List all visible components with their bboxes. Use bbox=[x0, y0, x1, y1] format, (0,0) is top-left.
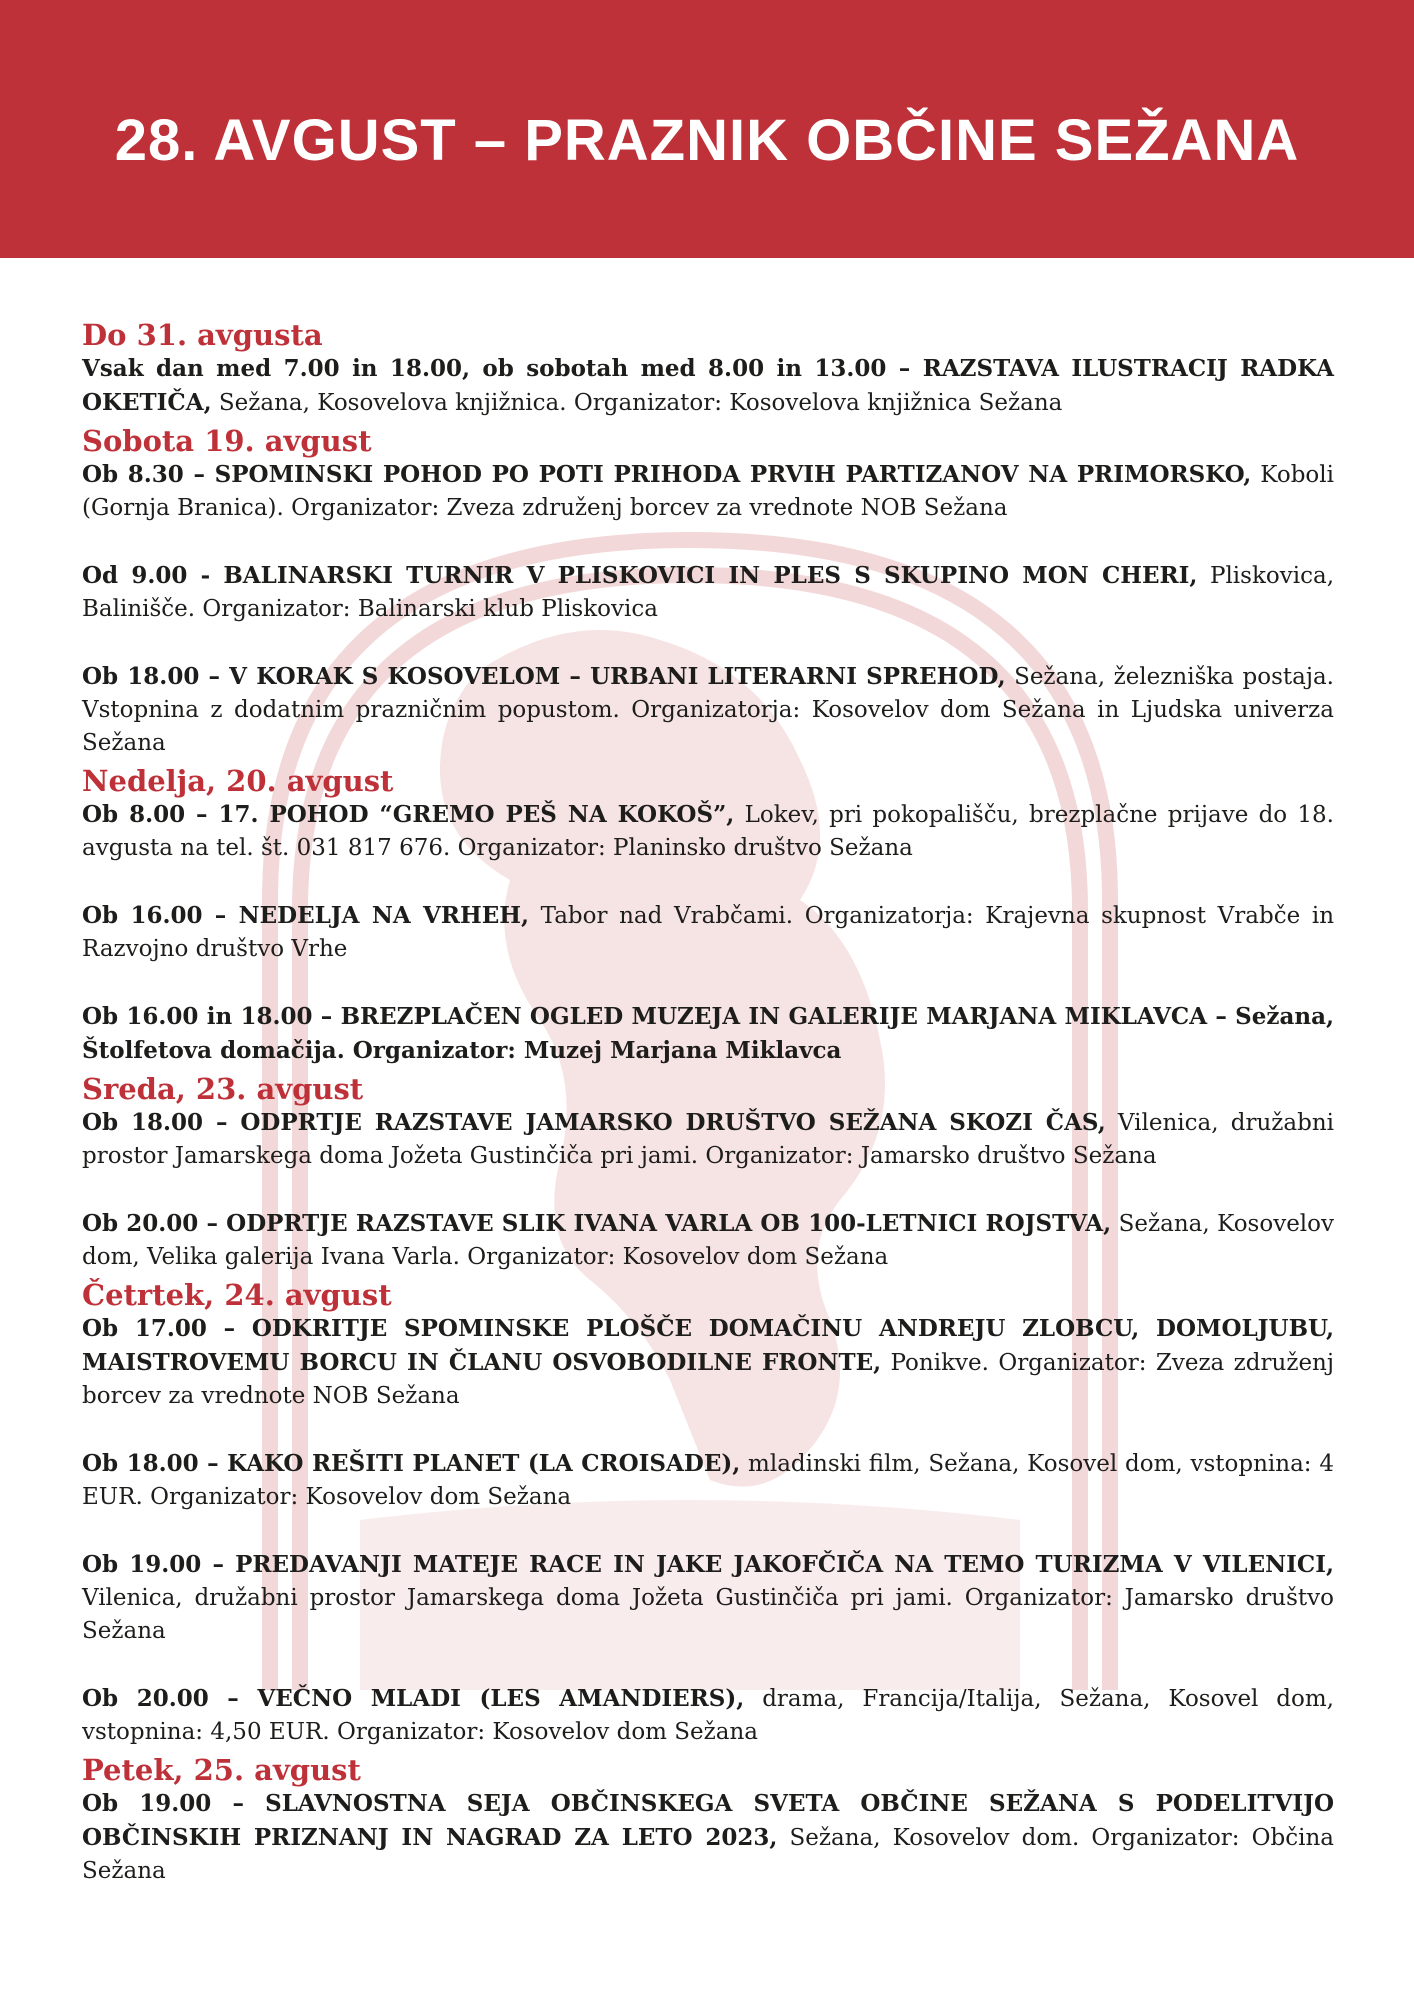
event-item bbox=[82, 559, 1334, 626]
event-details: Ponikve. Organizator: Zveza združenj borcev za vrednote NOB Sežana bbox=[82, 1350, 1334, 1409]
event-title: Ob 18.00 – KAKO REŠITI PLANET (LA CROISADE), bbox=[82, 1450, 741, 1477]
event-item bbox=[82, 352, 1334, 420]
day-heading: Do 31. avgusta bbox=[82, 318, 323, 352]
event-details: Tabor nad Vrabčami. Organizatorja: Krajevna skupnost Vrabče in Razvojno društvo Vrhe bbox=[82, 903, 1335, 962]
event-details: drama, Francija/Italija, Sežana, Kosovel dom, vstopnina: 4,50 EUR. Organizator: Kosovelov dom Sežana bbox=[82, 1686, 1334, 1745]
event-title: Od 9.00 - BALINARSKI TURNIR V PLISKOVICI IN PLES S SKUPINO MON CHERI, bbox=[82, 562, 1198, 589]
event-details: Vilenica, družabni prostor Jamarskega doma Jožeta Gustinčiča pri jami. Organizator: Jamarsko društvo Sežana bbox=[82, 1110, 1334, 1169]
event-title: Ob 8.00 – 17. POHOD “GREMO PEŠ NA KOKOŠ”, bbox=[82, 801, 735, 828]
event-title: Ob 16.00 in 18.00 – BREZPLAČEN OGLED MUZEJA IN GALERIJE MARJANA MIKLAVCA – Sežana, Štolfetova domačija. Organizator: Muzej Marjana Miklavca bbox=[82, 1003, 1334, 1064]
event-item bbox=[82, 1312, 1334, 1413]
day-section bbox=[82, 424, 1334, 760]
page-header bbox=[0, 0, 1414, 258]
event-item bbox=[82, 899, 1334, 966]
event-details: Sežana, Kosovelova knjižnica. Organizator: Kosovelova knjižnica Sežana bbox=[211, 390, 1063, 416]
day-heading: Petek, 25. avgust bbox=[82, 1753, 361, 1787]
event-item bbox=[82, 660, 1334, 760]
event-title: Ob 20.00 – ODPRTJE RAZSTAVE SLIK IVANA VARLA OB 100-LETNICI ROJSTVA, bbox=[82, 1210, 1112, 1237]
event-details: Pliskovica, Balinišče. Organizator: Balinarski klub Pliskovica bbox=[82, 563, 1334, 622]
event-title: Ob 17.00 – ODKRITJE SPOMINSKE PLOŠČE DOMAČINU ANDREJU ZLOBCU, DOMOLJUBU, MAISTROVEMU BORCU IN ČLANU OSVOBODILNE FRONTE, bbox=[82, 1315, 1334, 1376]
event-schedule bbox=[82, 318, 1334, 1892]
day-heading: Četrtek, 24. avgust bbox=[82, 1278, 392, 1312]
day-heading: Sobota 19. avgust bbox=[82, 424, 372, 458]
event-item bbox=[82, 1000, 1334, 1068]
event-item bbox=[82, 458, 1334, 525]
event-item bbox=[82, 1106, 1334, 1173]
day-section bbox=[82, 1753, 1334, 1888]
event-item bbox=[82, 1447, 1334, 1514]
page-title: 28. AVGUST – PRAZNIK OBČINE SEŽANA bbox=[114, 107, 1300, 173]
day-section bbox=[82, 1278, 1334, 1749]
event-item bbox=[82, 1682, 1334, 1749]
event-title: Ob 16.00 – NEDELJA NA VRHEH, bbox=[82, 902, 530, 929]
day-section bbox=[82, 318, 1334, 420]
day-heading: Nedelja, 20. avgust bbox=[82, 764, 394, 798]
day-section bbox=[82, 1072, 1334, 1274]
event-item bbox=[82, 1548, 1334, 1648]
event-title: Ob 8.30 – SPOMINSKI POHOD PO POTI PRIHODA PRVIH PARTIZANOV NA PRIMORSKO, bbox=[82, 461, 1252, 488]
day-heading: Sreda, 23. avgust bbox=[82, 1072, 364, 1106]
event-item bbox=[82, 1207, 1334, 1274]
event-details: Vilenica, družabni prostor Jamarskega doma Jožeta Gustinčiča pri jami. Organizator: Jamarsko društvo Sežana bbox=[82, 1585, 1334, 1644]
day-section bbox=[82, 764, 1334, 1068]
event-details: mladinski film, Sežana, Kosovel dom, vstopnina: 4 EUR. Organizator: Kosovelov dom Sežana bbox=[82, 1451, 1334, 1510]
event-title: Ob 19.00 – PREDAVANJI MATEJE RACE IN JAKE JAKOFČIČA NA TEMO TURIZMA V VILENICI, bbox=[82, 1551, 1334, 1578]
event-title: Ob 19.00 – SLAVNOSTNA SEJA OBČINSKEGA SVETA OBČINE SEŽANA S PODELITVIJO OBČINSKIH PRIZNANJ IN NAGRAD ZA LETO 2023, bbox=[82, 1790, 1334, 1851]
event-details: Lokev, pri pokopališču, brezplačne prijave do 18. avgusta na tel. št. 031 817 676. Organizator: Planinsko društvo Sežana bbox=[82, 802, 1334, 861]
event-title: Ob 18.00 – ODPRTJE RAZSTAVE JAMARSKO DRUŠTVO SEŽANA SKOZI ČAS, bbox=[82, 1109, 1106, 1136]
event-item bbox=[82, 1787, 1334, 1888]
event-details: Koboli (Gornja Branica). Organizator: Zveza združenj borcev za vrednote NOB Sežana bbox=[82, 462, 1334, 521]
event-details: Sežana, železniška postaja. Vstopnina z dodatnim prazničnim popustom. Organizatorja: Kosovelov dom Sežana in Ljudska univerza Sežana bbox=[82, 664, 1334, 756]
event-item bbox=[82, 798, 1334, 865]
event-title: Ob 20.00 – VEČNO MLADI (LES AMANDIERS), bbox=[82, 1685, 745, 1712]
event-title: Ob 18.00 – V KORAK S KOSOVELOM – URBANI LITERARNI SPREHOD, bbox=[82, 663, 1006, 690]
event-details: Sežana, Kosovelov dom. Organizator: Občina Sežana bbox=[82, 1825, 1335, 1884]
event-title: Vsak dan med 7.00 in 18.00, ob sobotah med 8.00 in 13.00 – RAZSTAVA ILUSTRACIJ RADKA OKETIČA, bbox=[82, 355, 1334, 416]
event-details: Sežana, Kosovelov dom, Velika galerija Ivana Varla. Organizator: Kosovelov dom Sežana bbox=[82, 1211, 1334, 1270]
